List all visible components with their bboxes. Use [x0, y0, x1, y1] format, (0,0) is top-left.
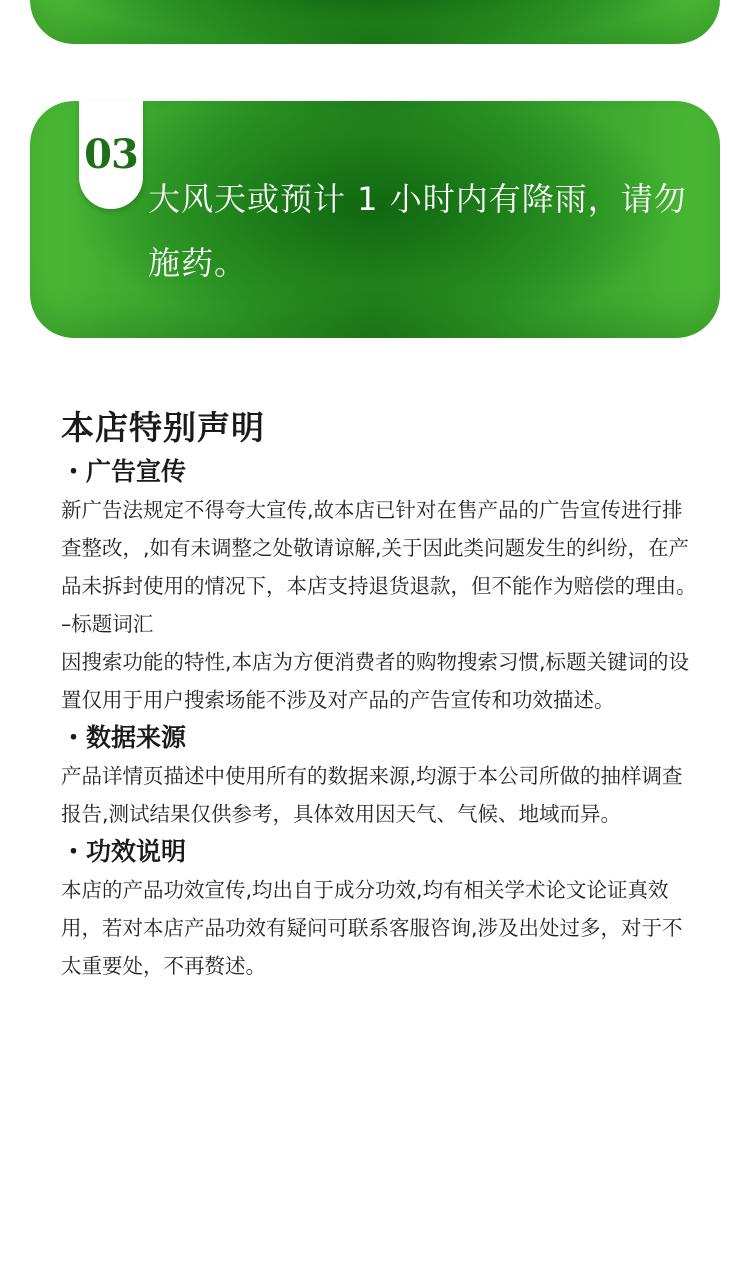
notice-title: 本店特别声明: [61, 408, 265, 447]
previous-tip-card: [30, 0, 720, 44]
tip-number-tab: [79, 101, 143, 209]
section-heading-data-source: ・数据来源: [61, 723, 187, 752]
tip-text: 大风天或预计 1 小时内有降雨，请勿施药。: [148, 180, 687, 282]
store-notice: [61, 403, 701, 985]
tip-card-03: [30, 101, 720, 338]
section-paragraph-data-source: 产品详情页描述中使用所有的数据来源,均源于本公司所做的抽样调查报告,测试结果仅供参考，具体效用因天气、气候、地域而异。: [61, 764, 683, 826]
section-heading-advertising: ・广告宣传: [61, 457, 187, 486]
tip-number: 03: [84, 131, 138, 178]
section-paragraph-advertising: 新广告法规定不得夸大宣传,故本店已针对在售产品的广告宣传进行排查整改，,如有未调整之处敬请谅解,关于因此类问题发生的纠纷，在产品未拆封使用的情况下，本店支持退货退款，但不能作为赔偿的理由。: [61, 498, 697, 598]
section-heading-efficacy: ・功效说明: [61, 837, 187, 866]
section-paragraph-efficacy: 本店的产品功效宣传,均出自于成分功效,均有相关学术论文论证真效用，若对本店产品功效有疑问可联系客服咨询,涉及出处过多，对于不太重要处，不再赘述。: [61, 878, 683, 978]
sub-paragraph-title-keywords: 因搜索功能的特性,本店为方便消费者的购物搜索习惯,标题关键词的设置仅用于用户搜索场能不涉及对产品的产告宣传和功效描述。: [61, 650, 690, 712]
sub-heading-title-keywords: –标题词汇: [61, 612, 154, 636]
